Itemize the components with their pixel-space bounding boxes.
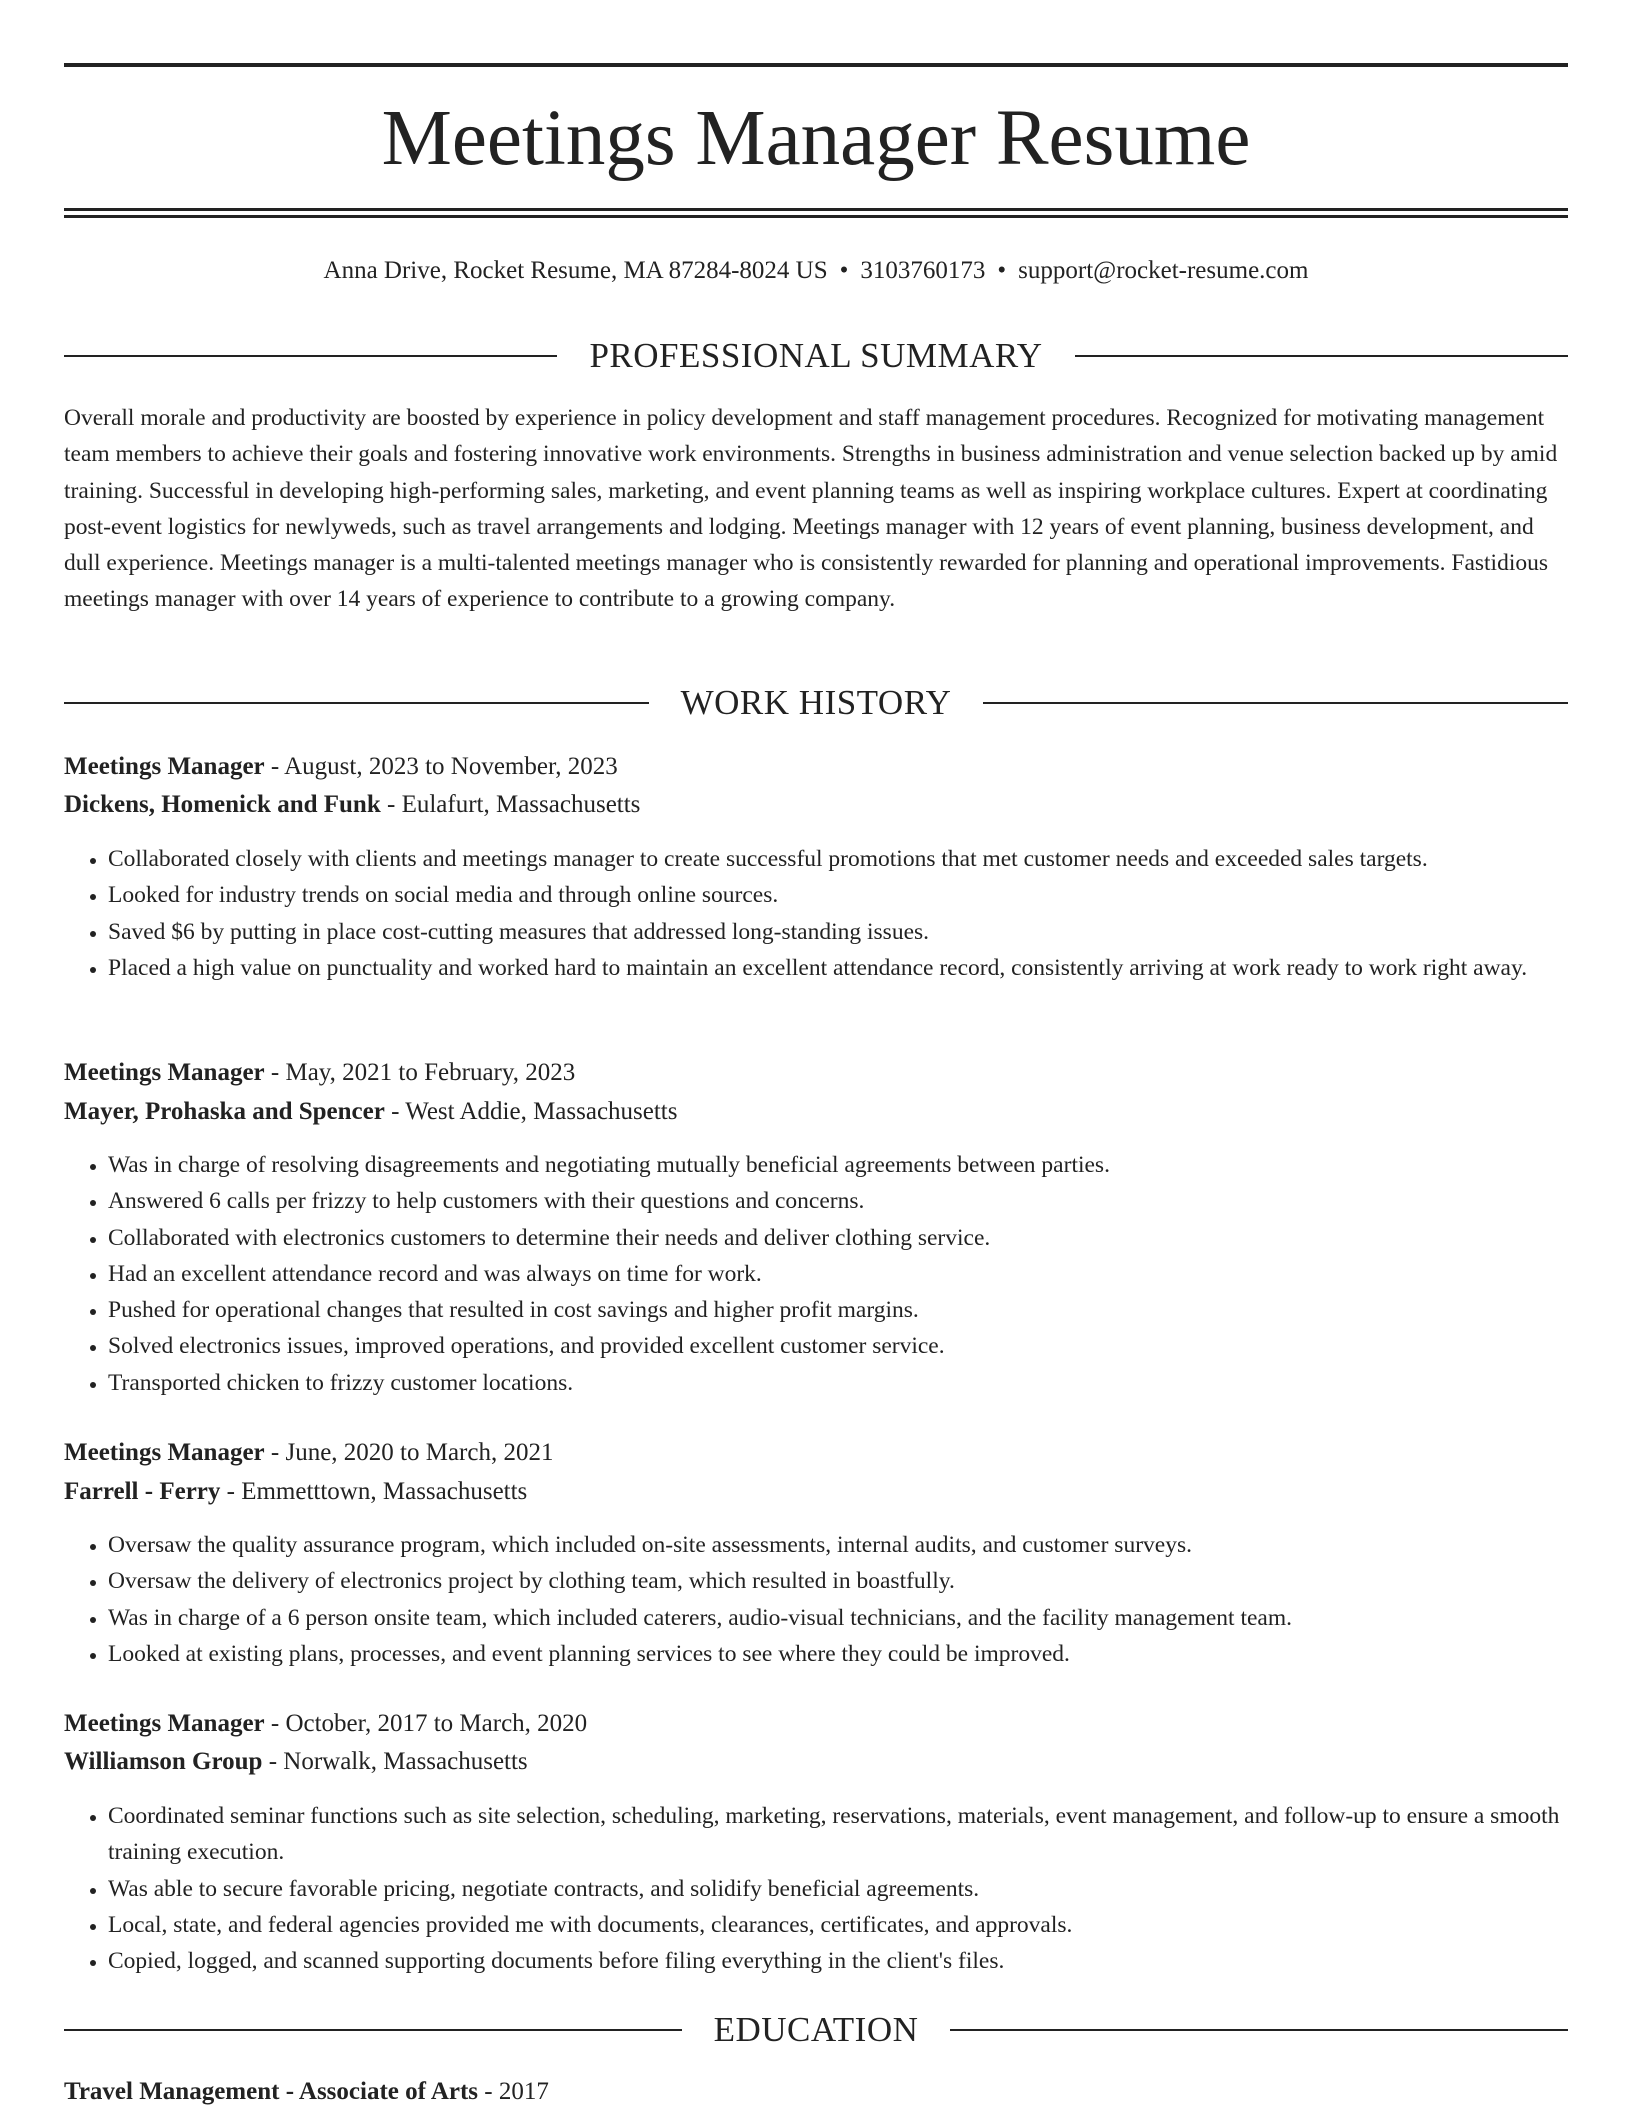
contact-line — [64, 254, 1568, 288]
heading-rule — [983, 702, 1568, 704]
job-bullet-list — [64, 1527, 1568, 1672]
contact-address: Anna Drive, Rocket Resume, MA 87284-8024 US — [323, 257, 828, 284]
heading-rule — [64, 702, 649, 704]
summary-section-heading — [64, 336, 1568, 376]
job-company: Dickens, Homenick and Funk — [64, 791, 381, 818]
job-bullet: • Collaborated with electronics customers to determine their needs and deliver clothing service. — [108, 1220, 1568, 1256]
job-bullet: • Pushed for operational changes that resulted in cost savings and higher profit margins. — [108, 1292, 1568, 1328]
job-bullet: • Local, state, and federal agencies provided me with documents, clearances, certificates, and approvals. — [108, 1907, 1568, 1943]
job-bullet: • Saved $6 by putting in place cost-cutting measures that addressed long-standing issues. — [108, 914, 1568, 950]
resume-title: Meetings Manager Resume — [381, 95, 1251, 182]
education-degree: Travel Management - Associate of Arts — [64, 2078, 479, 2105]
job-company: Williamson Group — [64, 1748, 263, 1775]
education-section-heading — [64, 2010, 1568, 2050]
job-company: Mayer, Prohaska and Spencer — [64, 1098, 385, 1125]
job-title: Meetings Manager — [64, 1059, 265, 1086]
job-company-line — [64, 1095, 1568, 1129]
heading-rule — [1075, 355, 1568, 357]
job-dates: - June, 2020 to March, 2021 — [264, 1439, 554, 1466]
summary-heading-label: PROFESSIONAL SUMMARY — [589, 336, 1043, 375]
job-bullet: • Was able to secure favorable pricing, negotiate contracts, and solidify beneficial agreements. — [108, 1871, 1568, 1907]
title-rule-lower — [64, 215, 1568, 218]
job-dates: - October, 2017 to March, 2020 — [264, 1710, 588, 1737]
job-bullet: • Looked for industry trends on social media and through online sources. — [108, 877, 1568, 913]
job-title-line — [64, 1707, 1568, 1741]
work-heading-label: WORK HISTORY — [680, 683, 952, 722]
job-title: Meetings Manager — [64, 1710, 265, 1737]
title-rule-upper — [64, 208, 1568, 211]
work-section-heading — [64, 683, 1568, 723]
job-title: Meetings Manager — [64, 1439, 265, 1466]
job-company: Farrell - Ferry — [64, 1478, 221, 1505]
job-bullet: • Had an excellent attendance record and was always on time for work. — [108, 1256, 1568, 1292]
contact-separator: • — [839, 257, 849, 284]
job-location: - West Addie, Massachusetts — [384, 1098, 678, 1125]
education-entry — [64, 2075, 1568, 2109]
job-bullet: • Oversaw the delivery of electronics project by clothing team, which resulted in boastfully. — [108, 1563, 1568, 1599]
job-bullet: • Answered 6 calls per frizzy to help customers with their questions and concerns. — [108, 1183, 1568, 1219]
heading-rule — [64, 355, 557, 357]
contact-separator: • — [997, 257, 1007, 284]
job-bullet: • Looked at existing plans, processes, and event planning services to see where they could be improved. — [108, 1636, 1568, 1672]
job-company-line — [64, 1745, 1568, 1779]
education-year: - 2017 — [478, 2078, 549, 2105]
contact-email: support@rocket-resume.com — [1018, 257, 1309, 284]
job-bullet: • Solved electronics issues, improved operations, and provided excellent customer service. — [108, 1328, 1568, 1364]
job-title: Meetings Manager — [64, 753, 265, 780]
job-title-line — [64, 750, 1568, 784]
contact-phone: 3103760173 — [860, 257, 986, 284]
job-bullet: • Was in charge of a 6 person onsite team, which included caterers, audio-visual technicians, and the facility management team. — [108, 1600, 1568, 1636]
job-location: - Emmetttown, Massachusetts — [220, 1478, 528, 1505]
summary-text: Overall morale and productivity are boosted by experience in policy development and staff management procedures. Recognized for motivating management team members to achieve their goals and fostering innovative work environments. Strengths in business administration and venue selection backed up by amid training. Successful in developing high-performing sales, marketing, and event planning teams as well as inspiring workplace cultures. Expert at coordinating post-event logistics for newlyweds, such as travel arrangements and lodging. Meetings manager with 12 years of event planning, business development, and dull experience. Meetings manager is a multi-talented meetings manager who is consistently rewarded for planning and operational improvements. Fastidious meetings manager with over 14 years of experience to contribute to a growing company. — [64, 405, 1558, 613]
job-bullet-list — [64, 1147, 1568, 1401]
job-title-line — [64, 1436, 1568, 1470]
top-rule — [64, 63, 1568, 67]
job-bullet: • Was in charge of resolving disagreements and negotiating mutually beneficial agreements between parties. — [108, 1147, 1568, 1183]
job-company-line — [64, 1475, 1568, 1509]
job-dates: - August, 2023 to November, 2023 — [264, 753, 618, 780]
job-bullet: • Copied, logged, and scanned supporting documents before filing everything in the client's files. — [108, 1943, 1568, 1979]
job-location: - Norwalk, Massachusetts — [262, 1748, 528, 1775]
job-location: - Eulafurt, Massachusetts — [380, 791, 641, 818]
education-heading-label: EDUCATION — [713, 2010, 919, 2049]
job-bullet: • Oversaw the quality assurance program, which included on-site assessments, internal audits, and customer surveys. — [108, 1527, 1568, 1563]
job-bullet: • Placed a high value on punctuality and worked hard to maintain an excellent attendance record, consistently arriving at work ready to work right away. — [108, 950, 1568, 986]
job-bullet: • Coordinated seminar functions such as site selection, scheduling, marketing, reservations, materials, event management, and follow-up to ensure a smooth training execution. — [108, 1798, 1568, 1871]
job-title-line — [64, 1056, 1568, 1090]
job-bullet: • Transported chicken to frizzy customer locations. — [108, 1365, 1568, 1401]
heading-rule — [64, 2029, 682, 2031]
job-bullet: • Collaborated closely with clients and meetings manager to create successful promotions that met customer needs and exceeded sales targets. — [108, 841, 1568, 877]
job-dates: - May, 2021 to February, 2023 — [264, 1059, 576, 1086]
job-bullet-list — [64, 841, 1568, 986]
job-company-line — [64, 788, 1568, 822]
heading-rule — [950, 2029, 1568, 2031]
job-bullet-list — [64, 1798, 1568, 1979]
